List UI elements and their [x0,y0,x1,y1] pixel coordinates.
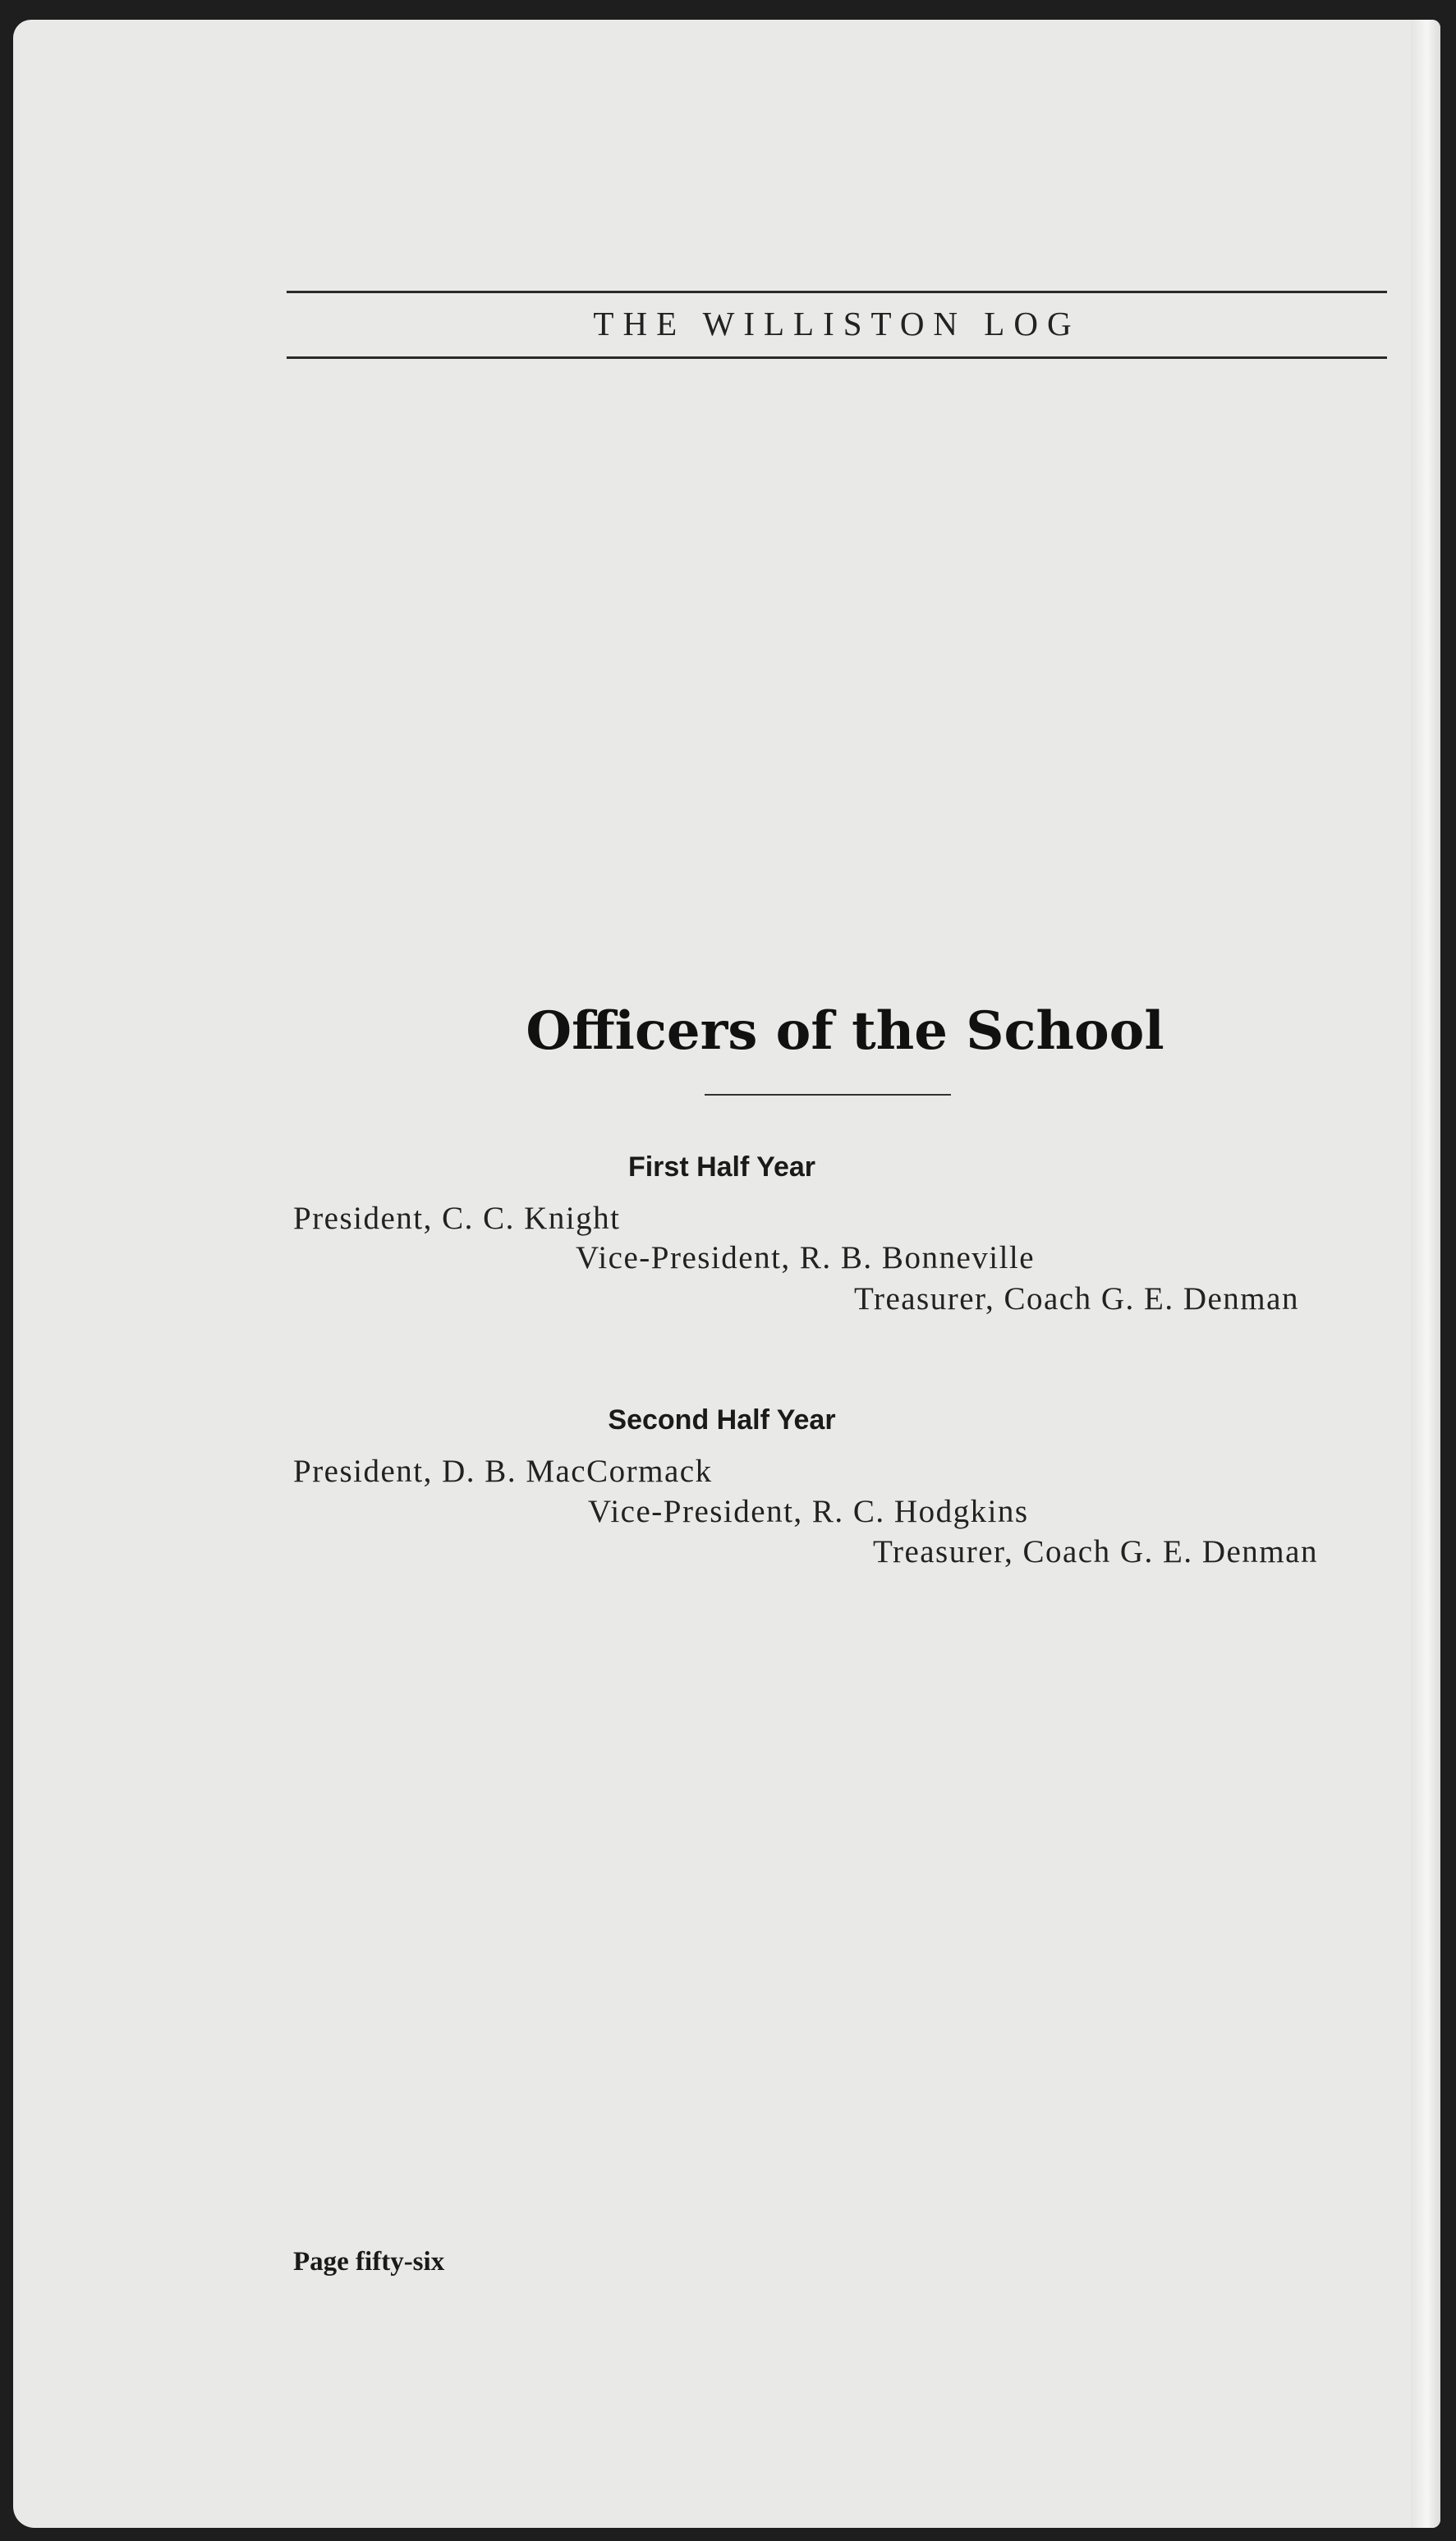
page-title: Officers of the School [526,1000,1164,1062]
officer-vice-president-second-half: Vice-President, R. C. Hodgkins [588,1494,1029,1529]
running-header: THE WILLISTON LOG [593,305,1081,342]
title-underline [705,1094,951,1096]
header-bottom-rule [287,356,1387,359]
section-heading-second-half: Second Half Year [608,1404,836,1436]
officer-president-first-half: President, C. C. Knight [293,1201,621,1236]
officer-vice-president-first-half: Vice-President, R. B. Bonneville [576,1240,1036,1275]
header-top-rule [287,291,1387,293]
officer-treasurer-first-half: Treasurer, Coach G. E. Denman [854,1281,1299,1316]
officer-president-second-half: President, D. B. MacCormack [293,1454,713,1489]
page-number: Page fifty-six [293,2247,445,2277]
page-edge [1411,20,1440,2528]
officer-treasurer-second-half: Treasurer, Coach G. E. Denman [873,1534,1318,1569]
section-heading-first-half: First Half Year [627,1151,816,1183]
document-page [13,20,1440,2528]
